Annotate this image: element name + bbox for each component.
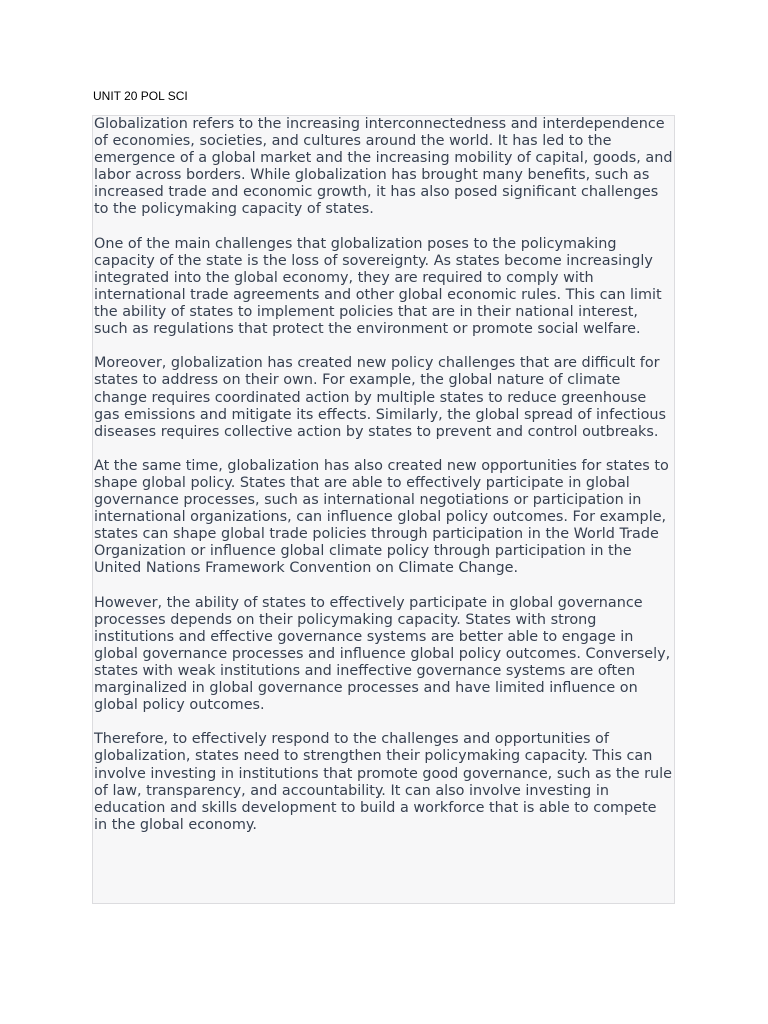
paragraph-6: Therefore, to effectively respond to the challenges and opportunities of globalization, states need to strengthen their policymaking capacity. This can involve investing in institutions that promote good governance, such as the rule of law, transparency, and accountability. It can also involve investing in education and skills development to build a workforce that is able to compete in the global economy. xyxy=(94,731,673,833)
paragraph-1: Globalization refers to the increasing interconnectedness and interdependence of economies, societies, and cultures around the world. It has led to the emergence of a global market and the increasing mobility of capital, goods, and labor across borders. While globalization has brought many benefits, such as increased trade and economic growth, it has also posed significant challenges to the policymaking capacity of states. xyxy=(94,116,673,218)
essay-text-box xyxy=(92,115,675,904)
document-title: UNIT 20 POL SCI xyxy=(93,89,188,103)
paragraph-3: Moreover, globalization has created new policy challenges that are difficult for states to address on their own. For example, the global nature of climate change requires coordinated action by multiple states to reduce greenhouse gas emissions and mitigate its effects. Similarly, the global spread of infectious diseases requires collective action by states to prevent and control outbreaks. xyxy=(94,355,667,440)
paragraph-5: However, the ability of states to effectively participate in global governance processes depends on their policymaking capacity. States with strong institutions and effective governance systems are better able to engage in global governance processes and influence global policy outcomes. Conversely, states with weak institutions and ineffective governance systems are often marginalized in global governance processes and have limited influence on global policy outcomes. xyxy=(94,594,671,714)
paragraph-2: One of the main challenges that globalization poses to the policymaking capacity of the state is the loss of sovereignty. As states become increasingly integrated into the global economy, they are required to comply with international trade agreements and other global economic rules. This can limit the ability of states to implement policies that are in their national interest, such as regulations that protect the environment or promote social welfare. xyxy=(94,235,662,338)
paragraph-4: At the same time, globalization has also created new opportunities for states to shape global policy. States that are able to effectively participate in global governance processes, such as international negotiations or participation in international organizations, can influence global policy outcomes. For example, states can shape global trade policies through participation in the World Trade Organization or influence global climate policy through participation in the United Nations Framework Convention on Climate Change. xyxy=(94,457,669,577)
